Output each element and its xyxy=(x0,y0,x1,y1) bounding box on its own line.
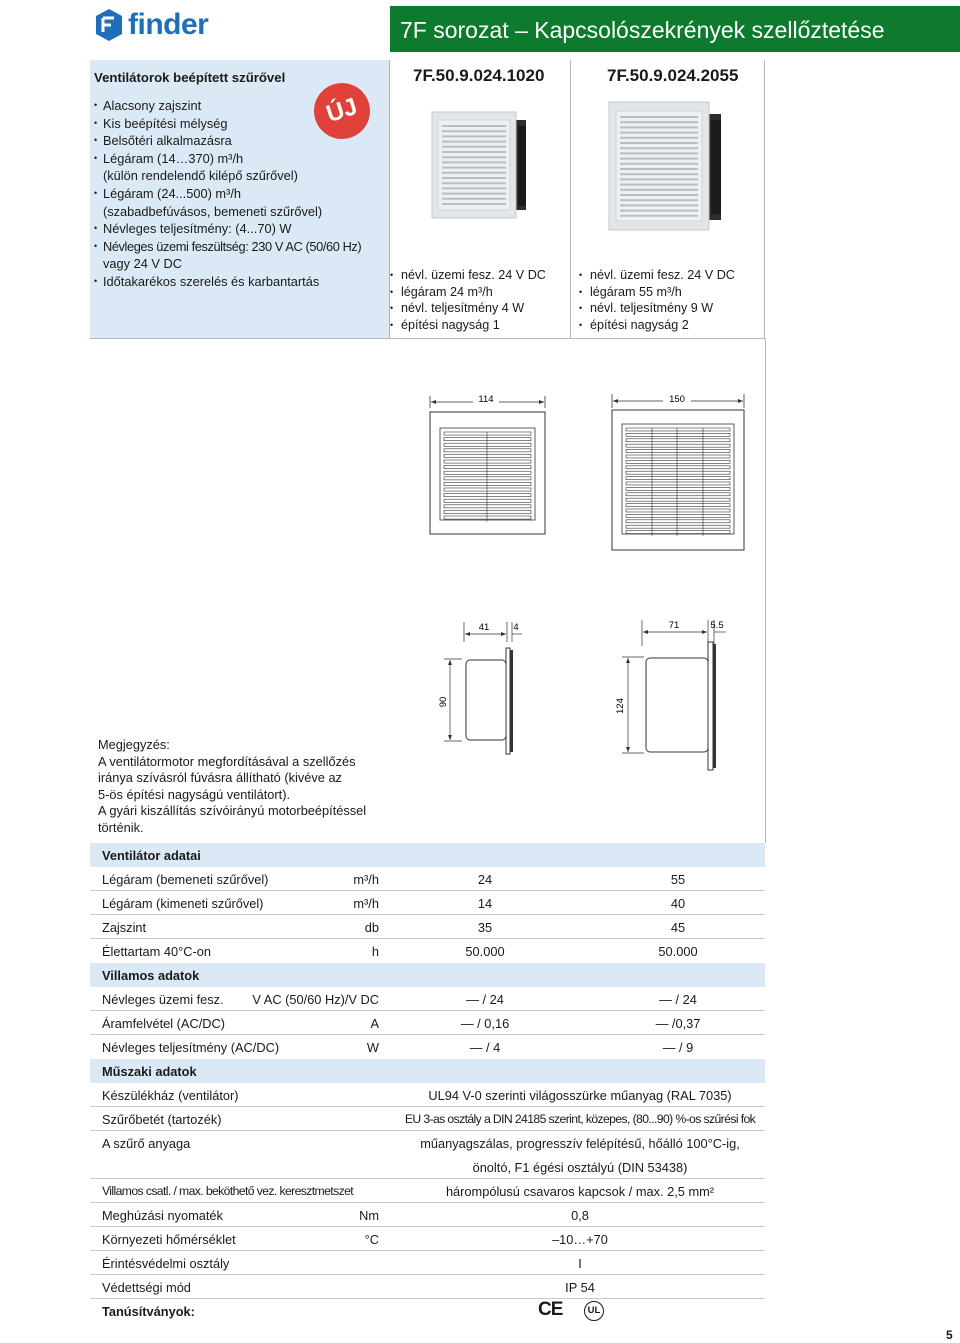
value-1: — / 4 xyxy=(469,1040,501,1055)
row-value: –10…+70 xyxy=(552,1232,608,1247)
row-label: Zajszint xyxy=(102,920,147,935)
row-value: UL94 V-0 szerinti világosszürke műanyag (RAL 7035) xyxy=(428,1088,732,1103)
note-line: történik. xyxy=(98,819,144,835)
fan-photo-size1 xyxy=(430,108,530,223)
header-logo-area xyxy=(0,0,390,52)
row-value: I xyxy=(578,1256,582,1271)
row-label: Villamos csatl. / max. beköthető vez. keresztmetszet xyxy=(102,1184,354,1198)
product-column-1 xyxy=(390,60,571,338)
intro-feature-item: • Légáram (14…370) m³/h xyxy=(94,150,361,168)
table-row xyxy=(90,1299,765,1323)
row-unit: A xyxy=(370,1016,379,1031)
intro-feature-item: (szabadbefúvásos, bemeneti szűrővel) xyxy=(103,203,323,219)
dim-height-1: 90 xyxy=(438,696,449,708)
table-row xyxy=(90,987,765,1011)
row-unit: m³/h xyxy=(353,872,379,887)
front-drawing-size2 xyxy=(607,388,752,553)
row-label: Áramfelvétel (AC/DC) xyxy=(102,1016,226,1031)
row-value: EU 3-as osztály a DIN 24185 szerint, közepes, (80...90) %-os szűrési fok xyxy=(404,1112,756,1126)
row-unit: m³/h xyxy=(353,896,379,911)
new-badge-label: ÚJ xyxy=(323,92,361,129)
product-feature-item: • névl. üzemi fesz. 24 V DC xyxy=(579,267,735,284)
note-text xyxy=(98,737,388,837)
row-unit: V AC (50/60 Hz)/V DC xyxy=(252,992,379,1007)
intro-feature-item: • Névleges teljesítmény: (4...70) W xyxy=(94,220,361,238)
row-value: IP 54 xyxy=(565,1280,595,1295)
table-row xyxy=(90,1011,765,1035)
fan-photo-size2 xyxy=(607,98,727,238)
row-value: műanyagszálas, progresszív felépítésű, hőálló 100°C-ig, xyxy=(420,1136,740,1151)
table-row xyxy=(90,1107,765,1131)
product-feature-item: • légáram 24 m³/h xyxy=(390,284,546,301)
row-label: Meghúzási nyomaték xyxy=(102,1208,223,1223)
intro-feature-item: vagy 24 V DC xyxy=(103,256,182,272)
ul-mark-icon: UL xyxy=(584,1301,604,1321)
row-label: Környezeti hőmérséklet xyxy=(102,1232,236,1247)
intro-feature-item: • Légáram (24...500) m³/h xyxy=(94,185,361,203)
divider xyxy=(765,338,766,843)
product-feature-item: • építési nagyság 1 xyxy=(390,317,546,334)
section-title: Ventilátor adatai xyxy=(102,848,201,863)
divider xyxy=(90,338,765,339)
table-row xyxy=(90,1035,765,1059)
row-label: Légáram (kimeneti szűrővel) xyxy=(102,896,264,911)
product-code: 7F.50.9.024.1020 xyxy=(413,66,545,85)
row-label: Készülékház (ventilátor) xyxy=(102,1088,239,1103)
side-drawing-size2 xyxy=(608,612,738,782)
row-unit: W xyxy=(366,1040,379,1055)
table-row xyxy=(90,1203,765,1227)
value-1: 50.000 xyxy=(465,944,505,959)
dim-depth-1: 41 xyxy=(478,622,490,633)
value-1: — / 0,16 xyxy=(460,1016,510,1031)
table-row xyxy=(90,891,765,915)
row-unit: db xyxy=(364,920,379,935)
dim-flange-1: 4 xyxy=(513,622,519,633)
table-row xyxy=(90,1227,765,1251)
side-drawing-size1 xyxy=(432,612,532,762)
row-label: Tanúsítványok: xyxy=(102,1304,195,1319)
finder-logo-icon xyxy=(94,8,124,42)
note-line: A gyári kiszállítás szívóirányú motorbeépítéssel xyxy=(98,803,367,819)
product-column-2 xyxy=(571,60,765,338)
value-1: 35 xyxy=(477,920,493,935)
row-value: 0,8 xyxy=(571,1208,589,1223)
section-technical xyxy=(90,1059,765,1083)
note-line: Megjegyzés: xyxy=(98,737,170,752)
value-2: 50.000 xyxy=(658,944,698,959)
section-electrical xyxy=(90,963,765,987)
row-label: Érintésvédelmi osztály xyxy=(102,1256,230,1271)
product-feature-item: • névl. üzemi fesz. 24 V DC xyxy=(390,267,546,284)
intro-feature-item: • Névleges üzemi feszültség: 230 V AC (50/60 Hz) xyxy=(94,238,361,256)
product-code: 7F.50.9.024.2055 xyxy=(607,66,739,85)
row-unit: Nm xyxy=(359,1208,379,1223)
table-row xyxy=(90,915,765,939)
value-1: — / 24 xyxy=(466,992,504,1007)
intro-title: Ventilátorok beépített szűrővel xyxy=(94,70,286,85)
table-row xyxy=(90,1131,765,1155)
value-1: 14 xyxy=(477,896,493,911)
row-value: hárompólusú csavaros kapcsok / max. 2,5 mm² xyxy=(445,1184,715,1199)
table-row xyxy=(90,1251,765,1275)
value-2: — / 9 xyxy=(662,1040,694,1055)
dim-width-2: 150 xyxy=(669,394,685,405)
intro-feature-item: • Kis beépítési mélység xyxy=(94,115,361,133)
value-2: 45 xyxy=(670,920,686,935)
section-fan xyxy=(90,843,765,867)
dim-width-1: 114 xyxy=(478,394,494,405)
row-label: Légáram (bemeneti szűrővel) xyxy=(102,872,269,887)
note-line: iránya szívásról fúvásra állítható (kivéve az xyxy=(98,770,342,786)
page-number: 5 xyxy=(946,1328,953,1342)
row-unit: h xyxy=(371,944,379,959)
row-label: Névleges teljesítmény (AC/DC) xyxy=(102,1040,280,1055)
table-row xyxy=(90,939,765,963)
section-title: Villamos adatok xyxy=(102,968,200,983)
intro-feature-list xyxy=(94,97,361,291)
ce-mark-icon: CE xyxy=(538,1299,563,1320)
section-title: Műszaki adatok xyxy=(102,1064,197,1079)
note-line: A ventilátormotor megfordításával a szellőzés xyxy=(98,753,356,769)
row-label: Élettartam 40°C-on xyxy=(102,944,211,959)
row-label: Védettségi mód xyxy=(102,1280,191,1295)
intro-feature-item: (külön rendelendő kilépő szűrővel) xyxy=(103,168,298,184)
value-1: 24 xyxy=(477,872,493,887)
dim-depth-2: 71 xyxy=(668,620,680,631)
value-2: — / 24 xyxy=(659,992,697,1007)
value-2: — /0,37 xyxy=(655,1016,701,1031)
row-label: A szűrő anyaga xyxy=(102,1136,191,1151)
value-2: 55 xyxy=(670,872,686,887)
row-value: önoltó, F1 égési osztályú (DIN 53438) xyxy=(472,1160,688,1175)
dim-height-2: 124 xyxy=(615,698,626,714)
product-feature-item: • névl. teljesítmény 9 W xyxy=(579,300,735,317)
table-row xyxy=(90,1179,765,1203)
table-row xyxy=(90,867,765,891)
intro-feature-item: • Alacsony zajszint xyxy=(94,97,361,115)
row-label: Szűrőbetét (tartozék) xyxy=(102,1112,222,1127)
product-feature-item: • építési nagyság 2 xyxy=(579,317,735,334)
intro-box xyxy=(90,60,390,338)
table-row xyxy=(90,1083,765,1107)
dim-flange-2: 5.5 xyxy=(710,620,724,631)
note-line: 5-ös építési nagyságú ventilátort). xyxy=(98,786,291,802)
table-row xyxy=(90,1155,765,1179)
row-label: Névleges üzemi fesz. xyxy=(102,992,224,1007)
front-drawing-size1 xyxy=(422,388,552,538)
row-unit: °C xyxy=(364,1232,379,1247)
product-features-1 xyxy=(390,267,546,333)
product-feature-item: • névl. teljesítmény 4 W xyxy=(390,300,546,317)
page-title: 7F sorozat – Kapcsolószekrények szellőztetése xyxy=(390,6,960,52)
product-features-2 xyxy=(579,267,735,333)
brand-name: finder xyxy=(128,8,209,41)
finder-logo xyxy=(94,8,208,42)
table-row xyxy=(90,1275,765,1299)
intro-feature-item: • Időtakarékos szerelés és karbantartás xyxy=(94,273,361,291)
intro-feature-item: • Belsőtéri alkalmazásra xyxy=(94,132,361,150)
product-feature-item: • légáram 55 m³/h xyxy=(579,284,735,301)
value-2: 40 xyxy=(670,896,686,911)
